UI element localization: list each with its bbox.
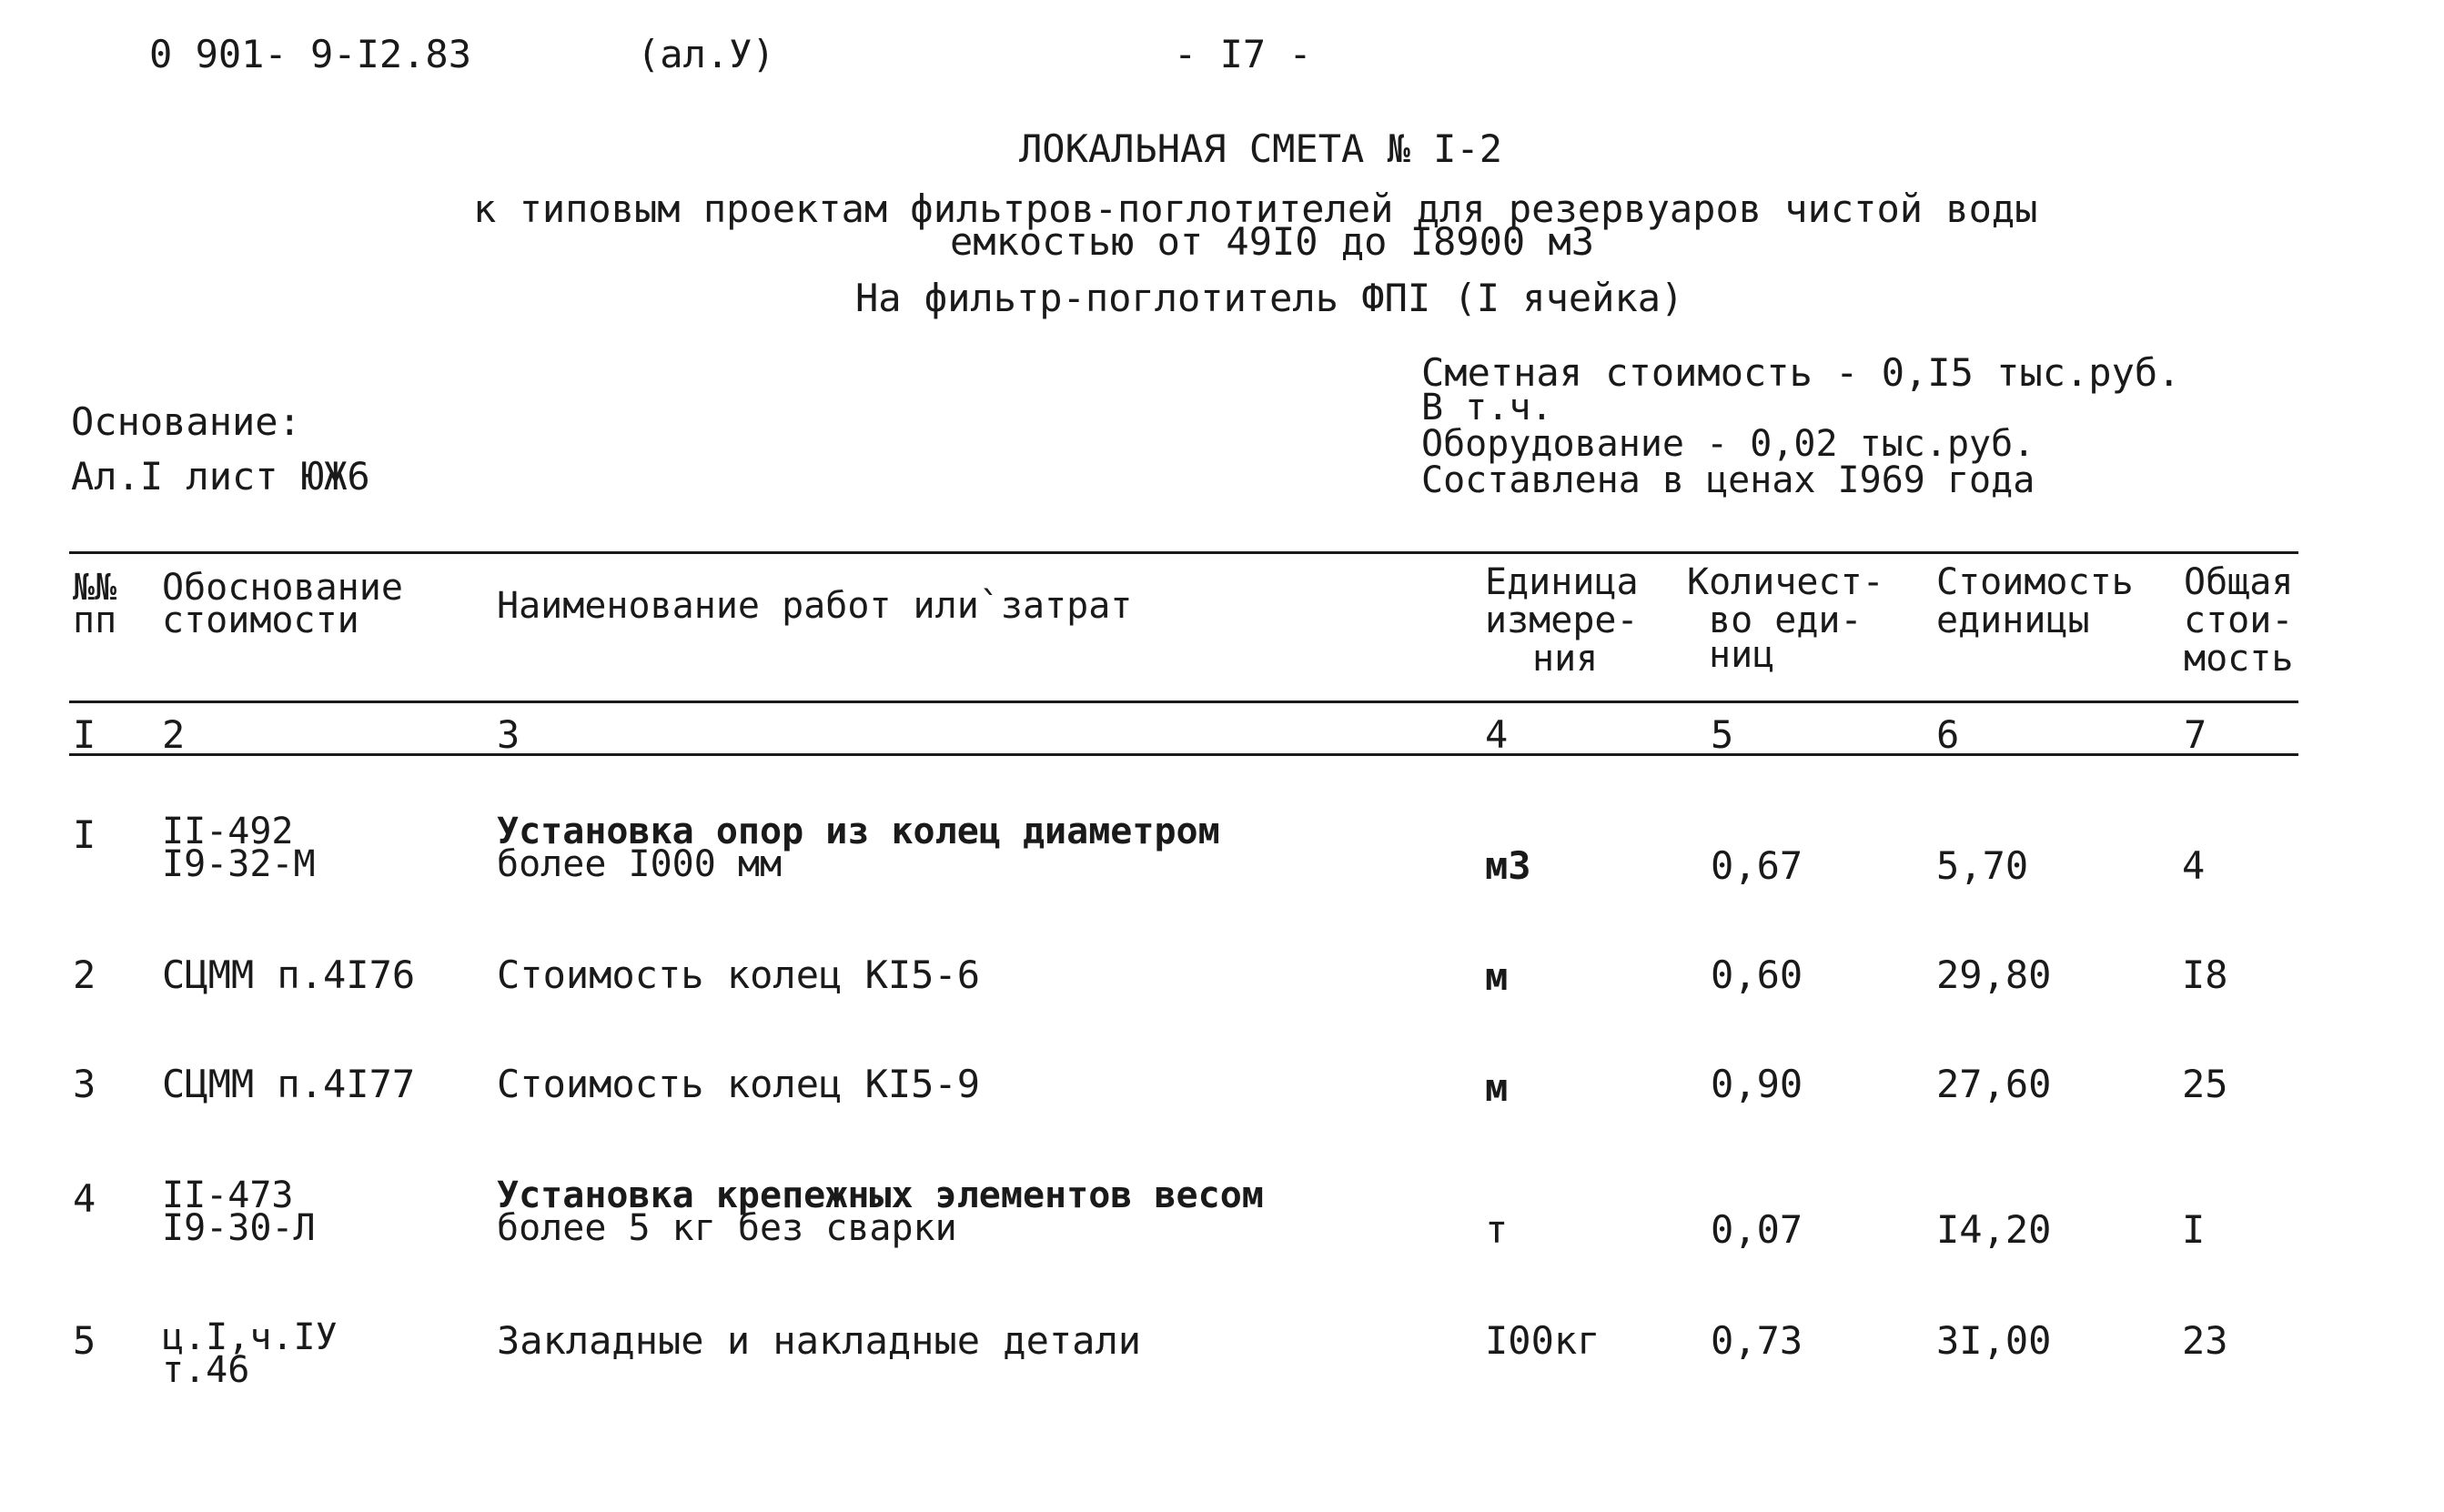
column-number: 6 <box>1936 712 1960 757</box>
row-qty: 0,67 <box>1711 843 1803 888</box>
estimate-object: На фильтр-поглотитель ФПI (I ячейка) <box>855 276 1684 320</box>
row-unit: м <box>1485 954 1509 999</box>
column-number: 5 <box>1711 712 1734 757</box>
estimate-subtitle: к типовым проектам фильтров-поглотителей для резервуаров чистой воды <box>473 186 2038 231</box>
row-basis-line1: II-492 <box>162 811 294 852</box>
row-basis-line1: СЦММ п.4I77 <box>162 1062 416 1106</box>
estimated-cost: Сметная стоимость - 0,I5 тыс.руб. <box>1421 350 2181 395</box>
row-total: 23 <box>2182 1318 2228 1363</box>
page-number: - I7 - <box>1174 32 1312 76</box>
row-number: 2 <box>73 953 96 997</box>
column-number: 3 <box>497 712 520 757</box>
row-name-line1: Установка крепежных элементов весом <box>497 1174 1264 1216</box>
column-number: 4 <box>1485 712 1509 757</box>
header-unit-line2: измере- <box>1485 600 1639 641</box>
header-qty-line2: во еди- <box>1709 600 1863 641</box>
row-name-line1: Стоимость колец КI5-9 <box>497 1062 981 1106</box>
album-label: (ал.У) <box>637 32 775 76</box>
column-number: 2 <box>162 712 186 757</box>
header-qty-line1: Количест- <box>1687 561 1884 603</box>
including-label: В т.ч. <box>1421 387 1553 428</box>
document-code: 0 901- 9-I2.83 <box>149 32 472 76</box>
estimate-title: ЛОКАЛЬНАЯ СМЕТА № I-2 <box>1019 126 1503 171</box>
header-price-line1: Стоимость <box>1936 561 2134 603</box>
table-top-rule <box>69 551 2298 554</box>
row-basis-line1: СЦММ п.4I76 <box>162 953 416 997</box>
header-num-line2: пп <box>73 600 117 641</box>
row-name-line1: Установка опор из колец диаметром <box>497 811 1220 852</box>
header-num-line1: №№ <box>73 567 117 609</box>
row-unit: I00кг <box>1485 1318 1601 1363</box>
header-name: Наименование работ или`затрат <box>497 585 1133 627</box>
row-unit: м3 <box>1485 843 1531 888</box>
header-total-line3: мость <box>2184 638 2294 680</box>
row-name-line1: Закладные и накладные детали <box>497 1318 1142 1363</box>
row-price: I4,20 <box>1936 1207 2052 1252</box>
header-price-line2: единицы <box>1936 600 2090 641</box>
row-name-line2: более 5 кг без сварки <box>497 1207 957 1249</box>
header-unit-line3: ния <box>1532 638 1599 680</box>
row-number: I <box>73 812 96 857</box>
equipment-cost: Оборудование - 0,02 тыс.руб. <box>1421 423 2035 465</box>
row-qty: 0,07 <box>1711 1207 1803 1252</box>
row-name-line2: более I000 мм <box>497 843 783 885</box>
row-price: 5,70 <box>1936 843 2029 888</box>
row-total: I8 <box>2182 953 2228 997</box>
row-unit: м <box>1485 1065 1509 1110</box>
row-unit: т <box>1485 1207 1509 1252</box>
basis-value: Ал.I лист ЮЖ6 <box>71 454 370 499</box>
header-unit-line1: Единица <box>1485 561 1639 603</box>
row-total: 4 <box>2182 843 2206 888</box>
row-basis-line2: т.46 <box>162 1349 250 1391</box>
column-number: I <box>73 712 96 757</box>
header-qty-line3: ниц <box>1709 634 1775 676</box>
estimate-capacity: емкостью от 49I0 до I8900 м3 <box>950 219 1595 264</box>
row-total: 25 <box>2182 1062 2228 1106</box>
header-basis-line2: стоимости <box>162 600 359 641</box>
column-numbers-rule <box>69 753 2298 756</box>
row-price: 27,60 <box>1936 1062 2052 1106</box>
row-basis-line1: II-473 <box>162 1174 294 1216</box>
row-name-line1: Стоимость колец КI5-6 <box>497 953 981 997</box>
column-number: 7 <box>2184 712 2207 757</box>
row-qty: 0,90 <box>1711 1062 1803 1106</box>
row-number: 3 <box>73 1062 96 1106</box>
row-basis-line1: ц.I,ч.IУ <box>162 1316 338 1358</box>
row-basis-line2: I9-32-М <box>162 843 316 885</box>
price-level: Составлена в ценах I969 года <box>1421 459 2035 501</box>
row-total: I <box>2182 1207 2206 1252</box>
row-price: 3I,00 <box>1936 1318 2052 1363</box>
row-price: 29,80 <box>1936 953 2052 997</box>
header-total-line1: Общая <box>2184 561 2294 603</box>
row-number: 5 <box>73 1318 96 1363</box>
row-number: 4 <box>73 1176 96 1221</box>
header-basis-line1: Обоснование <box>162 567 403 609</box>
row-qty: 0,73 <box>1711 1318 1803 1363</box>
header-bottom-rule <box>69 701 2298 703</box>
row-qty: 0,60 <box>1711 953 1803 997</box>
header-total-line2: стои- <box>2184 600 2294 641</box>
basis-label: Основание: <box>71 399 301 444</box>
row-basis-line2: I9-30-Л <box>162 1207 316 1249</box>
